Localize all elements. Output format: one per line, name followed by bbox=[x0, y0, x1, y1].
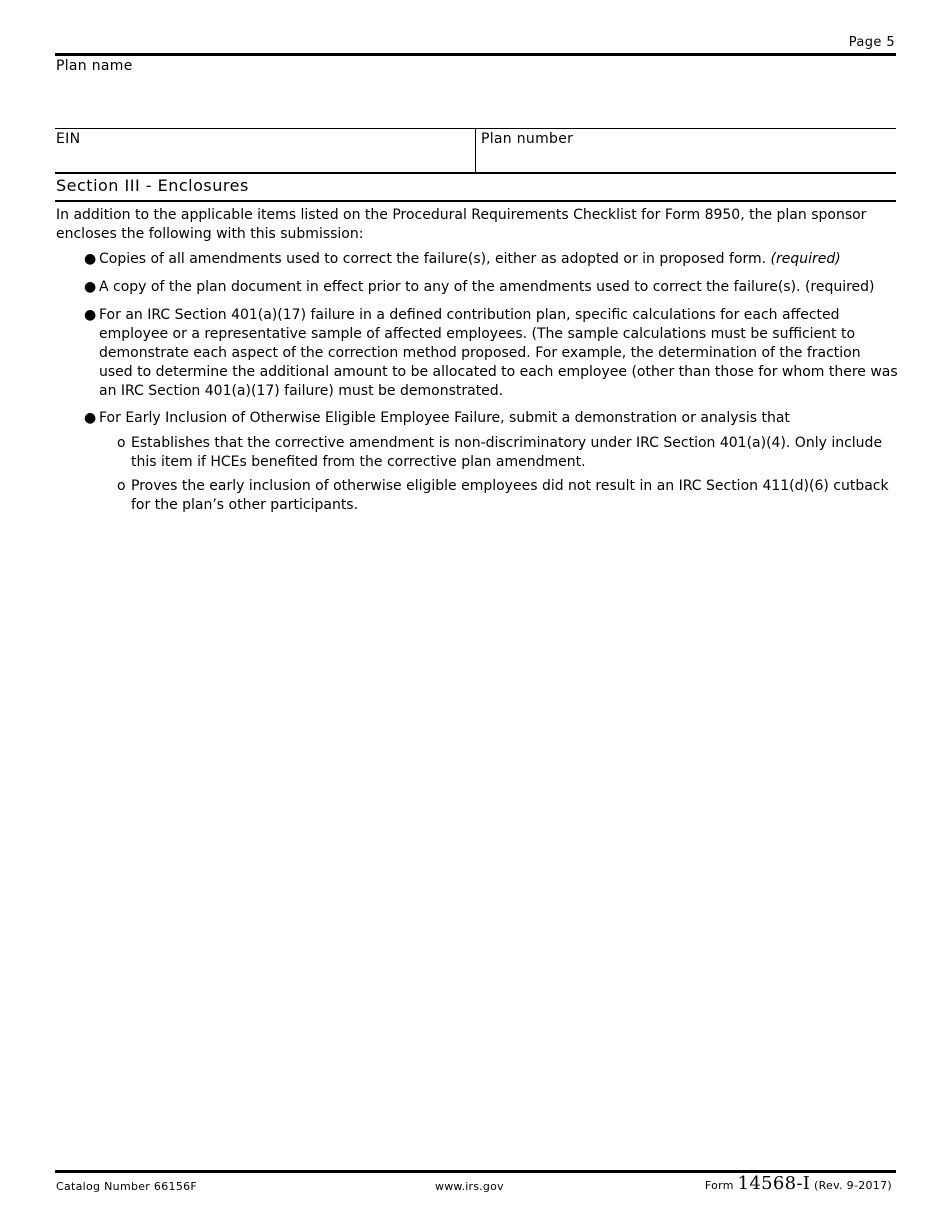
sub-bullet-text: Proves the early inclusion of otherwise eligible employees did not result in an IRC Section 411(d)(6) cutback for the plan’s other participants. bbox=[131, 478, 889, 513]
bullet-text: For Early Inclusion of Otherwise Eligible Employee Failure, submit a demonstration or analysis that bbox=[99, 410, 790, 426]
section-top-rule bbox=[55, 172, 896, 174]
section-bottom-rule bbox=[55, 200, 896, 202]
bullet-icon: ● bbox=[84, 279, 97, 295]
intro-paragraph: In addition to the applicable items listed on the Procedural Requirements Checklist for Form 8950, the plan sponsor encloses the following with this submission: bbox=[56, 207, 867, 242]
bullet-icon: ● bbox=[84, 251, 97, 267]
page-number: Page 5 bbox=[848, 35, 895, 50]
bullet-text: Copies of all amendments used to correct the failure(s), either as adopted or in proposed form. bbox=[99, 251, 767, 267]
website: www.irs.gov bbox=[435, 1180, 504, 1193]
sub-bullet-marker: o bbox=[117, 435, 126, 451]
bullet-icon: ● bbox=[84, 410, 97, 426]
section-title: Section III - Enclosures bbox=[56, 176, 249, 195]
top-rule bbox=[55, 53, 896, 56]
sub-bullet-marker: o bbox=[117, 478, 126, 494]
bullet-text: A copy of the plan document in effect prior to any of the amendments used to correct the failure(s). (required) bbox=[99, 279, 875, 295]
form-revision: (Rev. 9-2017) bbox=[813, 1179, 892, 1192]
form-number: 14568-I bbox=[737, 1173, 811, 1194]
form-identifier bbox=[705, 1173, 892, 1194]
catalog-number: Catalog Number 66156F bbox=[56, 1180, 198, 1193]
bullet-icon: ● bbox=[84, 307, 97, 323]
ein-label: EIN bbox=[56, 131, 81, 147]
sub-bullet-text: Establishes that the corrective amendment is non-discriminatory under IRC Section 401(a)(4). Only include this item if HCEs benefited from the corrective plan amendment. bbox=[131, 435, 883, 470]
form-prefix: Form bbox=[704, 1179, 734, 1192]
bullet-text: For an IRC Section 401(a)(17) failure in a defined contribution plan, specific calculations for each affected employee or a representative sample of affected employees. (The sample calculations must be sufficient to demonstrate each aspect of the correction method proposed. For example, the determination of the fraction used to determine the additional amount to be allocated to each employee (other than those for whom there was an IRC Section 401(a)(17) failure) must be demonstrated. bbox=[99, 307, 898, 399]
plan-name-label: Plan name bbox=[56, 58, 133, 74]
plan-number-label: Plan number bbox=[481, 131, 574, 147]
required-note: (required) bbox=[770, 251, 841, 267]
field-divider bbox=[475, 128, 476, 172]
